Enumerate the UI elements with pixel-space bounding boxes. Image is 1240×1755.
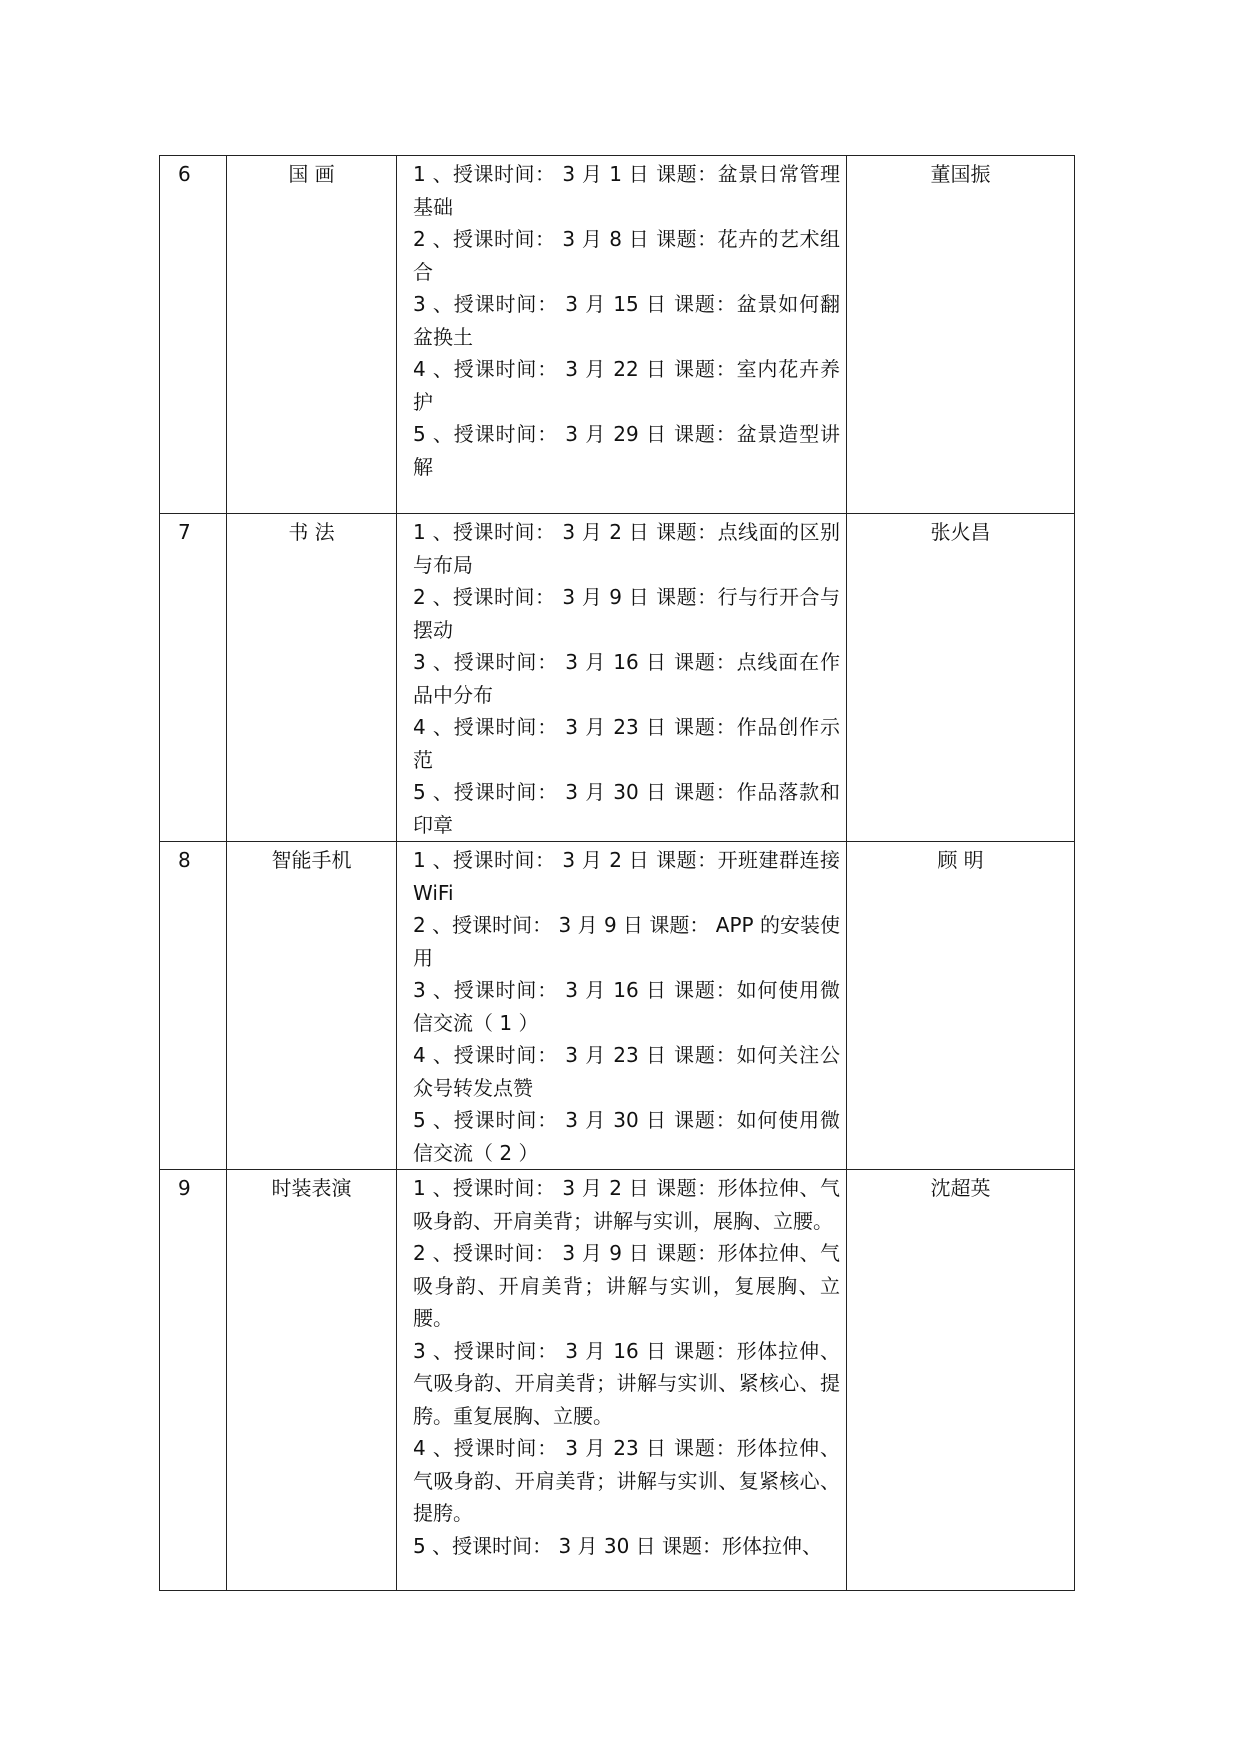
lesson-item: 4 、授课时间： 3 月 23 日 课题：如何关注公众号转发点赞 (413, 1043, 840, 1100)
teacher-name: 顾 明 (847, 842, 1075, 1170)
lesson-item: 2 、授课时间： 3 月 9 日 课题： APP 的安装使用 (413, 913, 840, 970)
lesson-item: 3 、授课时间： 3 月 16 日 课题：点线面在作品中分布 (413, 650, 840, 707)
lesson-list (397, 156, 847, 514)
lesson-list (397, 842, 847, 1170)
table-row (160, 514, 1075, 842)
row-number: 8 (160, 842, 227, 1170)
lesson-item: 3 、授课时间： 3 月 16 日 课题：如何使用微信交流（ 1 ） (413, 978, 840, 1035)
lesson-item: 3 、授课时间： 3 月 16 日 课题：形体拉伸、气吸身韵、开肩美背；讲解与实训、紧核心、提胯。重复展胸、立腰。 (413, 1338, 840, 1428)
teacher-name: 董国振 (847, 156, 1075, 514)
teacher-name: 张火昌 (847, 514, 1075, 842)
row-number: 6 (160, 156, 227, 514)
course-schedule-table (159, 155, 1075, 1591)
lesson-item: 2 、授课时间： 3 月 9 日 课题：形体拉伸、气吸身韵、开肩美背；讲解与实训，复展胸、立腰。 (413, 1241, 840, 1330)
lesson-item: 3 、授课时间： 3 月 15 日 课题：盆景如何翻盆换土 (413, 292, 840, 349)
lesson-list (397, 514, 847, 842)
lesson-item: 1 、授课时间： 3 月 2 日 课题：形体拉伸、气吸身韵、开肩美背；讲解与实训，展胸、立腰。 (413, 1176, 840, 1233)
lesson-item: 1 、授课时间： 3 月 2 日 课题：点线面的区别与布局 (413, 520, 840, 577)
course-name: 国 画 (227, 156, 397, 514)
teacher-name: 沈超英 (847, 1170, 1075, 1591)
lesson-item: 4 、授课时间： 3 月 23 日 课题：作品创作示范 (413, 715, 840, 772)
table-row (160, 842, 1075, 1170)
lesson-item: 2 、授课时间： 3 月 9 日 课题：行与行开合与摆动 (413, 585, 840, 642)
course-name: 书 法 (227, 514, 397, 842)
table-row (160, 1170, 1075, 1591)
course-name: 智能手机 (227, 842, 397, 1170)
lesson-item: 4 、授课时间： 3 月 22 日 课题：室内花卉养护 (413, 357, 840, 414)
lesson-item: 4 、授课时间： 3 月 23 日 课题：形体拉伸、气吸身韵、开肩美背；讲解与实训、复紧核心、提胯。 (413, 1436, 840, 1525)
lesson-item: 1 、授课时间： 3 月 1 日 课题：盆景日常管理基础 (413, 162, 840, 219)
row-number: 7 (160, 514, 227, 842)
lesson-item: 1 、授课时间： 3 月 2 日 课题：开班建群连接WiFi (413, 848, 840, 905)
course-name: 时装表演 (227, 1170, 397, 1591)
table-row (160, 156, 1075, 514)
lesson-item: 5 、授课时间： 3 月 30 日 课题：作品落款和印章 (413, 780, 840, 837)
row-number: 9 (160, 1170, 227, 1591)
lesson-item: 5 、授课时间： 3 月 29 日 课题：盆景造型讲解 (413, 422, 840, 479)
lesson-item: 5 、授课时间： 3 月 30 日 课题：形体拉伸、 (413, 1533, 823, 1558)
lesson-item: 2 、授课时间： 3 月 8 日 课题：花卉的艺术组合 (413, 227, 840, 284)
lesson-list (397, 1170, 847, 1591)
lesson-item: 5 、授课时间： 3 月 30 日 课题：如何使用微信交流（ 2 ） (413, 1108, 840, 1165)
